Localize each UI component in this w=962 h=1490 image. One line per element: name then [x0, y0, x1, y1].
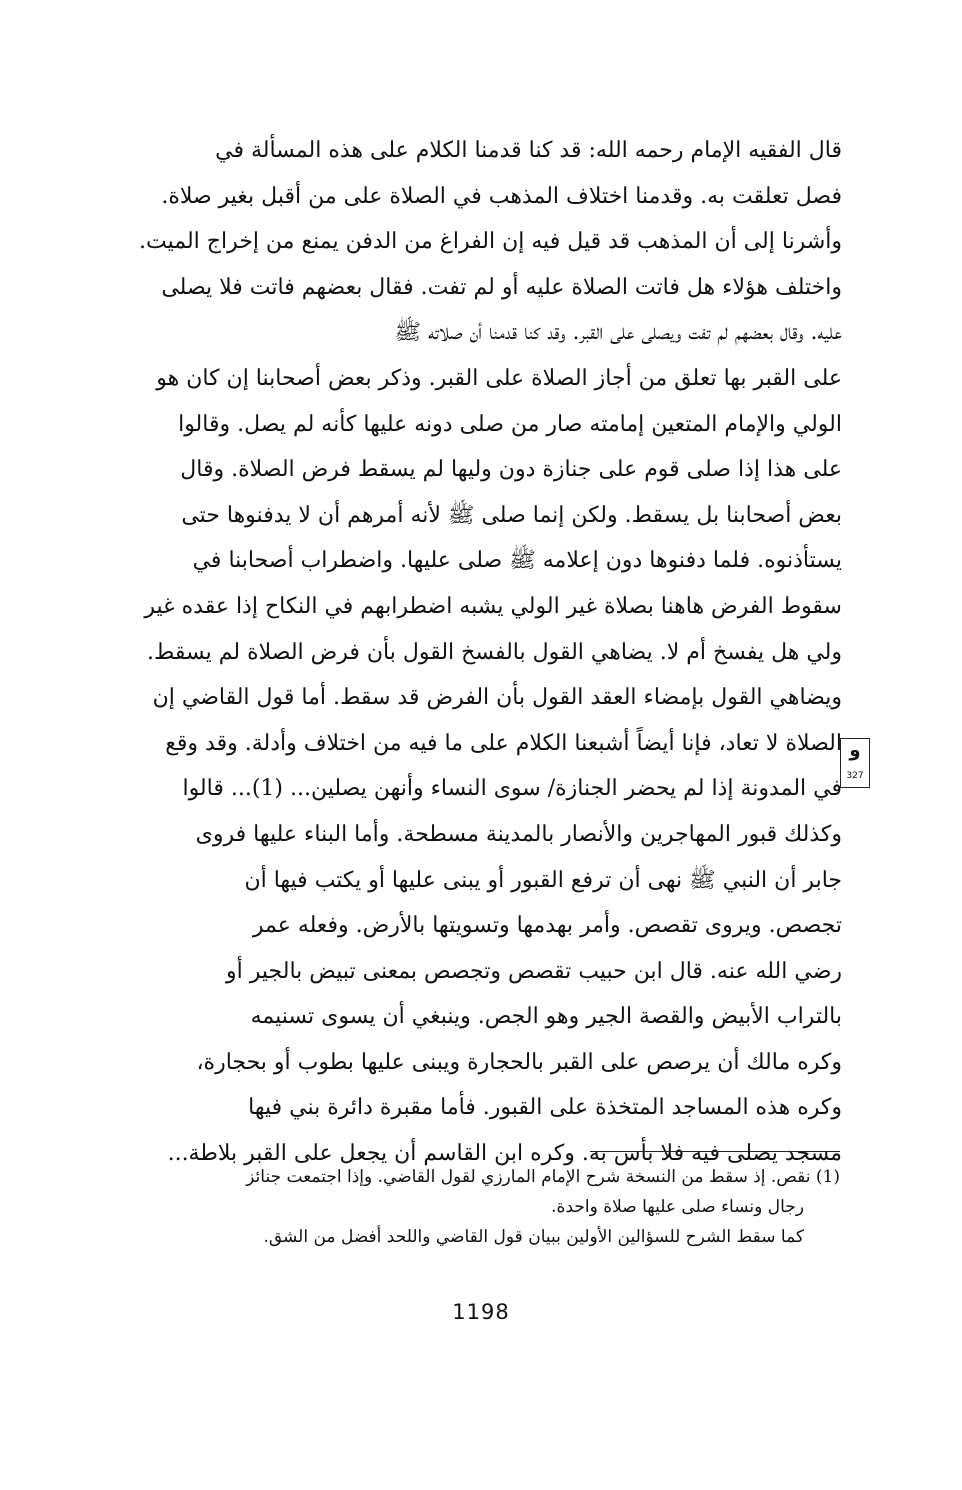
manuscript-folio-marker	[840, 738, 870, 788]
footnote-divider	[590, 1151, 840, 1152]
text-line: وكره مالك أن يرصص على القبر بالحجارة ويبنى عليها بطوب أو بحجارة،	[196, 1049, 842, 1075]
text-line: على القبر بها تعلق من أجاز الصلاة على القبر. وذكر بعض أصحابنا إن كان هو	[156, 365, 842, 391]
text-line: فصل تعلقت به. وقدمنا اختلاف المذهب في الصلاة على من أقبل بغير صلاة.	[161, 183, 842, 209]
folio-number: 327	[846, 771, 864, 781]
text-line: وأشرنا إلى أن المذهب قد قيل فيه إن الفراغ من الدفن يمنع من إخراج الميت.	[139, 229, 842, 255]
text-line: جابر أن النبي ﷺ نهى أن ترفع القبور أو يبنى عليها أو يكتب فيها أن	[244, 867, 842, 893]
text-line: ويضاهي القول بإمضاء العقد القول بأن الفرض قد سقط. أما قول القاضي إن	[152, 685, 842, 711]
footnote-line: (1) نقص. إذ سقط من النسخة شرح الإمام المارزي لقول القاضي. وإذا اجتمعت جنائز	[246, 1167, 840, 1187]
text-line: الولي والإمام المتعين إمامته صار من صلى دونه عليها كأنه لم يصل. وقالوا	[178, 411, 842, 437]
text-line: في المدونة إذا لم يحضر الجنازة/ سوى النساء وأنهن يصلين... (1)... قالوا	[182, 776, 842, 802]
text-line: سقوط الفرض هاهنا بصلاة غير الولي يشبه اضطرابهم في النكاح إذا عقده غير	[144, 593, 842, 619]
text-line: بالتراب الأبيض والقصة الجير وهو الجص. وينبغي أن يسوى تسنيمه	[250, 1004, 842, 1030]
text-line: عليه. وقال بعضهم لم تفت ويصلى على القبر. وقد كنا قدمنا أن صلاته ﷺ	[394, 320, 842, 346]
text-line: مسجد يصلى فيه فلا بأس به. وكره ابن القاسم أن يجعل على القبر بلاطة...	[167, 1141, 842, 1167]
main-text	[96, 128, 842, 1177]
text-line: وكره هذه المساجد المتخذة على القبور. فأما مقبرة دائرة بني فيها	[248, 1095, 842, 1121]
text-line: واختلف هؤلاء هل فاتت الصلاة عليه أو لم تفت. فقال بعضهم فاتت فلا يصلى	[161, 274, 842, 300]
text-line: رضي الله عنه. قال ابن حبيب تقصص وتجصص بمعنى تبيض بالجير أو	[226, 958, 842, 984]
footnote-line: كما سقط الشرح للسؤالين الأولين ببيان قول القاضي واللحد أفضل من الشق.	[263, 1227, 804, 1247]
text-line: بعض أصحابنا بل يسقط. ولكن إنما صلى ﷺ لأنه أمرهم أن لا يدفنوها حتى	[181, 502, 842, 528]
text-line: وكذلك قبور المهاجرين والأنصار بالمدينة مسطحة. وأما البناء عليها فروى	[195, 821, 842, 847]
page-number: 1198	[452, 1300, 510, 1324]
footnotes	[100, 1162, 840, 1252]
footnote-line: رجال ونساء صلى عليها صلاة واحدة.	[551, 1197, 804, 1217]
text-line: يستأذنوه. فلما دفنوها دون إعلامه ﷺ صلى عليها. واضطراب أصحابنا في	[192, 548, 842, 574]
text-line: الصلاة لا تعاد، فإنا أيضاً أشبعنا الكلام على ما فيه من اختلاف وأدلة. وقد وقع	[165, 730, 842, 756]
text-line: ولي هل يفسخ أم لا. يضاهي القول بالفسخ القول بأن فرض الصلاة لم يسقط.	[147, 639, 842, 665]
text-line: على هذا إذا صلى قوم على جنازة دون وليها لم يسقط فرض الصلاة. وقال	[180, 457, 842, 483]
text-line: قال الفقيه الإمام رحمه الله: قد كنا قدمنا الكلام على هذه المسألة في	[215, 138, 842, 163]
text-line: تجصص. ويروى تقصص. وأمر بهدمها وتسويتها بالأرض. وفعله عمر	[252, 913, 842, 939]
folio-symbol: و	[849, 740, 861, 761]
